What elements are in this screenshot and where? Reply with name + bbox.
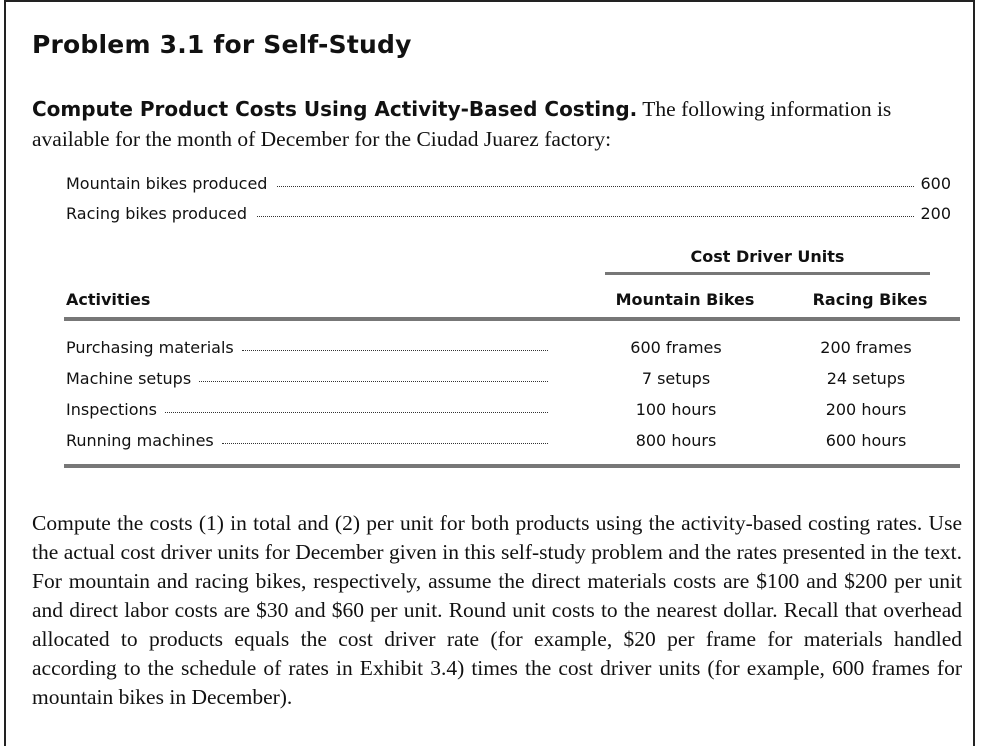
mountain-value: 800 hours <box>635 431 717 450</box>
dot-leader <box>199 369 548 382</box>
racing-value: 200 hours <box>825 400 907 419</box>
activity-label: Purchasing materials <box>66 338 234 357</box>
table-row <box>66 369 962 393</box>
mountain-value: 600 frames <box>630 338 722 357</box>
racing-value: 600 hours <box>825 431 907 450</box>
dot-leader <box>222 431 548 444</box>
table-bottom-rule <box>64 464 960 468</box>
activity-label: Inspections <box>66 400 157 419</box>
racing-bikes-column-header: Racing Bikes <box>812 290 928 309</box>
intro-text: The following information is available for the month of December for the Ciudad Juarez factory: <box>32 97 892 151</box>
table-header-rule <box>64 317 960 321</box>
problem-title: Problem 3.1 for Self-Study <box>32 30 412 59</box>
table-row <box>66 338 962 362</box>
racing-value: 24 setups <box>826 369 906 388</box>
dot-leader <box>165 400 548 413</box>
production-value: 200 <box>920 204 951 223</box>
activities-column-header: Activities <box>66 290 151 309</box>
dot-leader <box>277 174 914 187</box>
dot-leader <box>257 204 914 217</box>
cost-driver-units-header: Cost Driver Units <box>690 247 845 266</box>
activity-label: Machine setups <box>66 369 192 388</box>
table-row <box>66 400 962 424</box>
production-value: 600 <box>920 174 951 193</box>
production-row-racing <box>66 204 951 228</box>
group-header-rule <box>605 272 930 275</box>
intro-paragraph <box>32 94 962 154</box>
dot-leader <box>242 338 548 351</box>
table-row <box>66 431 962 455</box>
mountain-value: 7 setups <box>641 369 711 388</box>
intro-lead: Compute Product Costs Using Activity-Based Costing. <box>32 97 638 121</box>
activity-label: Running machines <box>66 431 214 450</box>
mountain-value: 100 hours <box>635 400 717 419</box>
production-label: Racing bikes produced <box>66 204 248 223</box>
mountain-bikes-column-header: Mountain Bikes <box>615 290 755 309</box>
production-row-mountain <box>66 174 951 198</box>
production-label: Mountain bikes produced <box>66 174 268 193</box>
racing-value: 200 frames <box>820 338 912 357</box>
question-paragraph: Compute the costs (1) in total and (2) per unit for both products using the activity-based costing rates. Use the actual cost driver units for December given in this self-study problem and the rates presented in the text. For mountain and racing bikes, respectively, assume the direct materials costs are $100 and $200 per unit and direct labor costs are $30 and $60 per unit. Round unit costs to the nearest dollar. Recall that overhead allocated to products equals the cost driver rate (for example, $20 per frame for materials handled according to the schedule of rates in Exhibit 3.4) times the cost driver units (for example, 600 frames for mountain bikes in December). <box>32 511 962 709</box>
